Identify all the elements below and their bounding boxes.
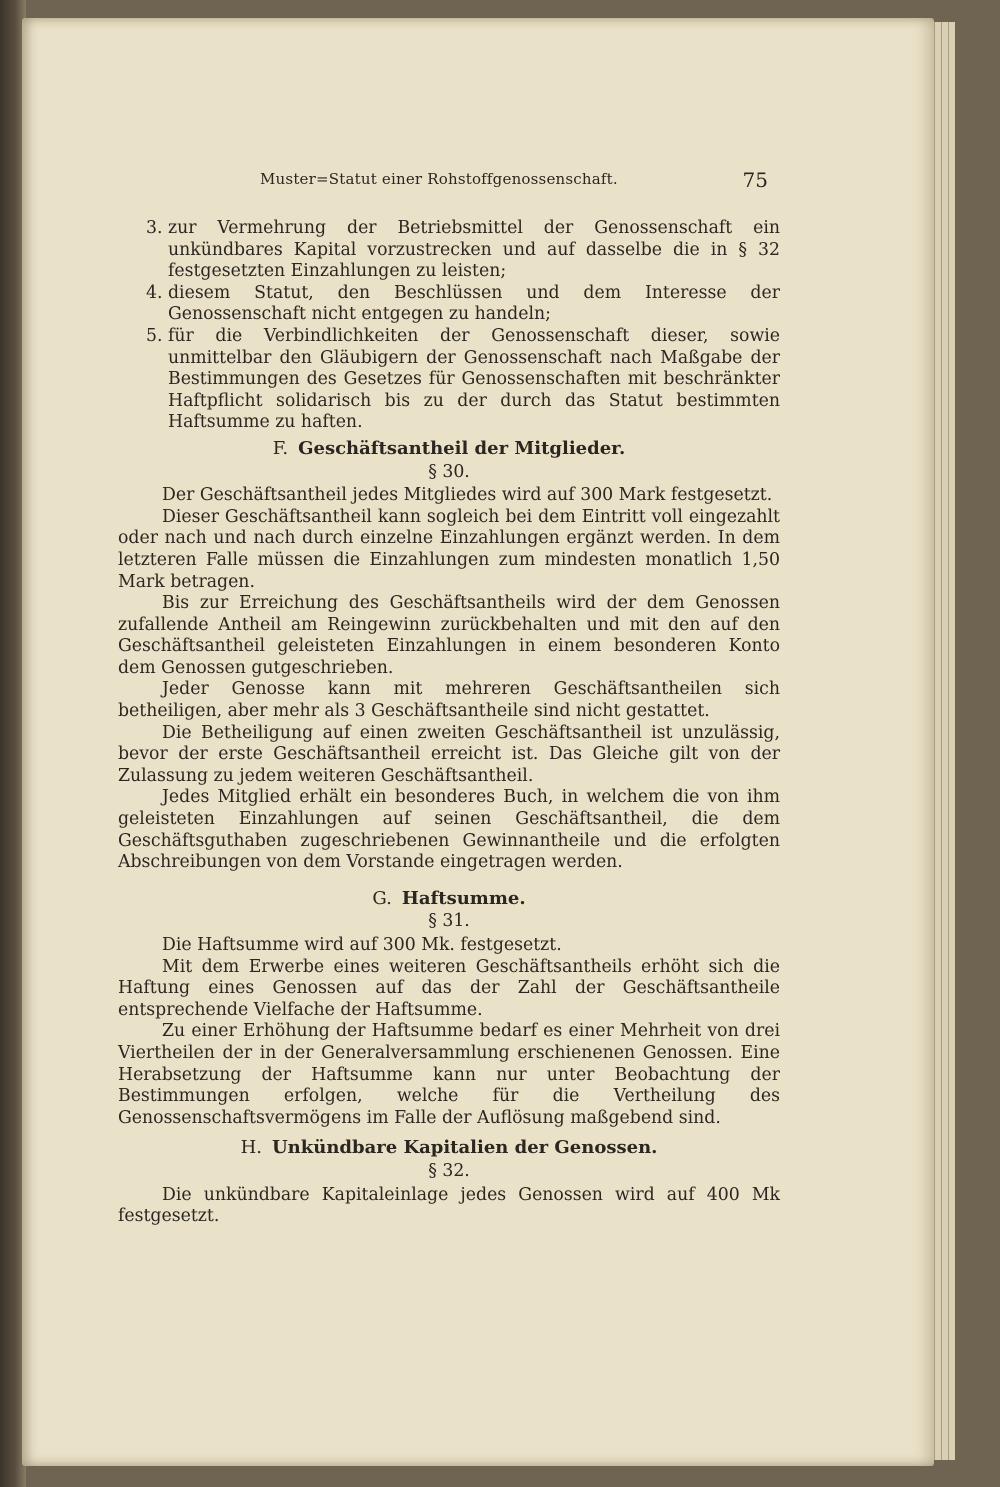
list-item: [118, 218, 780, 283]
section-heading-g: [118, 888, 780, 910]
paragraph-number: § 31.: [428, 911, 470, 932]
list-item: [118, 326, 780, 434]
page-edge-stack: [941, 22, 948, 1460]
paragraph-number: § 32.: [428, 1160, 470, 1181]
page-number: 75: [742, 168, 768, 192]
member-obligations-list: [118, 218, 780, 434]
paragraph-number: § 30.: [428, 461, 470, 482]
paragraph: Die Betheiligung auf einen zweiten Geschäftsantheil ist unzulässig, bevor der erste Geschäftsantheil erreicht ist. Das Gleiche gilt von der Zulassung zu jedem weiteren Geschäftsantheil.: [118, 722, 780, 786]
body-text: [118, 218, 780, 1228]
list-item-text: zur Vermehrung der Betriebsmittel der Genossenschaft ein unkündbares Kapital vorzustrecken und auf dasselbe die in § 32 festgesetzten Einzahlungen zu leisten;: [168, 218, 780, 282]
section-letter: G.: [372, 887, 392, 909]
section-letter: H.: [240, 1137, 262, 1159]
page-edge-stack: [934, 22, 941, 1460]
list-item: [118, 283, 780, 326]
running-header-title: Muster=Statut einer Rohstoffgenossenschaft.: [260, 170, 618, 188]
paragraph: Der Geschäftsantheil jedes Mitgliedes wird auf 300 Mark festgesetzt.: [162, 485, 773, 506]
paragraph: Jeder Genosse kann mit mehreren Geschäftsantheilen sich betheiligen, aber mehr als 3 Geschäftsantheile sind nicht gestattet.: [118, 679, 780, 722]
section-title: Unkündbare Kapitalien der Genossen.: [271, 1137, 658, 1159]
list-item-number: 4.: [146, 282, 163, 303]
paragraph: Zu einer Erhöhung der Haftsumme bedarf es einer Mehrheit von drei Viertheilen der in der Generalversammlung erschienenen Genossen. Eine Herabsetzung der Haftsumme kann nur unter Beobachtung der Bestimmungen erfolgen, welche für die Vertheilung des Genossenschaftsvermögens im Falle der Auflösung maßgebend sind.: [118, 1021, 780, 1128]
paragraph: Jedes Mitglied erhält ein besonderes Buch, in welchem die von ihm geleisteten Einzahlungen auf seinen Geschäftsantheil, die dem Geschäftsguthaben zugeschriebenen Gewinnantheile und die erfolgten Abschreibungen von dem Vorstande eingetragen werden.: [118, 787, 780, 873]
paragraph: Bis zur Erreichung des Geschäftsantheils wird der dem Genossen zufallende Antheil am Reingewinn zurückbehalten und mit den auf den Geschäftsantheil geleisteten Einzahlungen in einem besonderen Konto dem Genossen gutgeschrieben.: [118, 593, 780, 678]
page-edge-stack: [948, 22, 955, 1460]
paragraph: Die Haftsumme wird auf 300 Mk. festgesetzt.: [162, 935, 562, 955]
section-title: Haftsumme.: [401, 887, 526, 909]
section-letter: F.: [272, 437, 289, 459]
list-item-number: 3.: [146, 218, 163, 238]
paragraph: Mit dem Erwerbe eines weiteren Geschäftsantheils erhöht sich die Haftung eines Genossen auf das der Zahl der Geschäftsantheile entsprechende Vielfache der Haftsumme.: [118, 956, 780, 1020]
section-heading-f: [118, 438, 780, 460]
paragraph: Dieser Geschäftsantheil kann sogleich bei dem Eintritt voll eingezahlt oder nach und nach durch einzelne Einzahlungen ergänzt werden. In dem letzteren Falle müssen die Einzahlungen zum mindesten monatlich 1,50 Mark betragen.: [118, 506, 780, 592]
list-item-number: 5.: [146, 325, 163, 346]
list-item-text: diesem Statut, den Beschlüssen und dem Interesse der Genossenschaft nicht entgegen zu handeln;: [168, 282, 780, 325]
paragraph: Die unkündbare Kapitaleinlage jedes Genossen wird auf 400 Mk festgesetzt.: [118, 1184, 780, 1227]
section-heading-h: [118, 1137, 780, 1159]
section-title: Geschäftsantheil der Mitglieder.: [298, 437, 626, 459]
running-header: [260, 168, 780, 192]
list-item-text: für die Verbindlichkeiten der Genossenschaft dieser, sowie unmittelbar den Gläubigern der Genossenschaft nach Maßgabe der Bestimmungen des Gesetzes für Genossenschaften mit beschränkter Haftpflicht solidarisch bis zu der durch das Statut bestimmten Haftsumme zu haften.: [168, 325, 780, 433]
